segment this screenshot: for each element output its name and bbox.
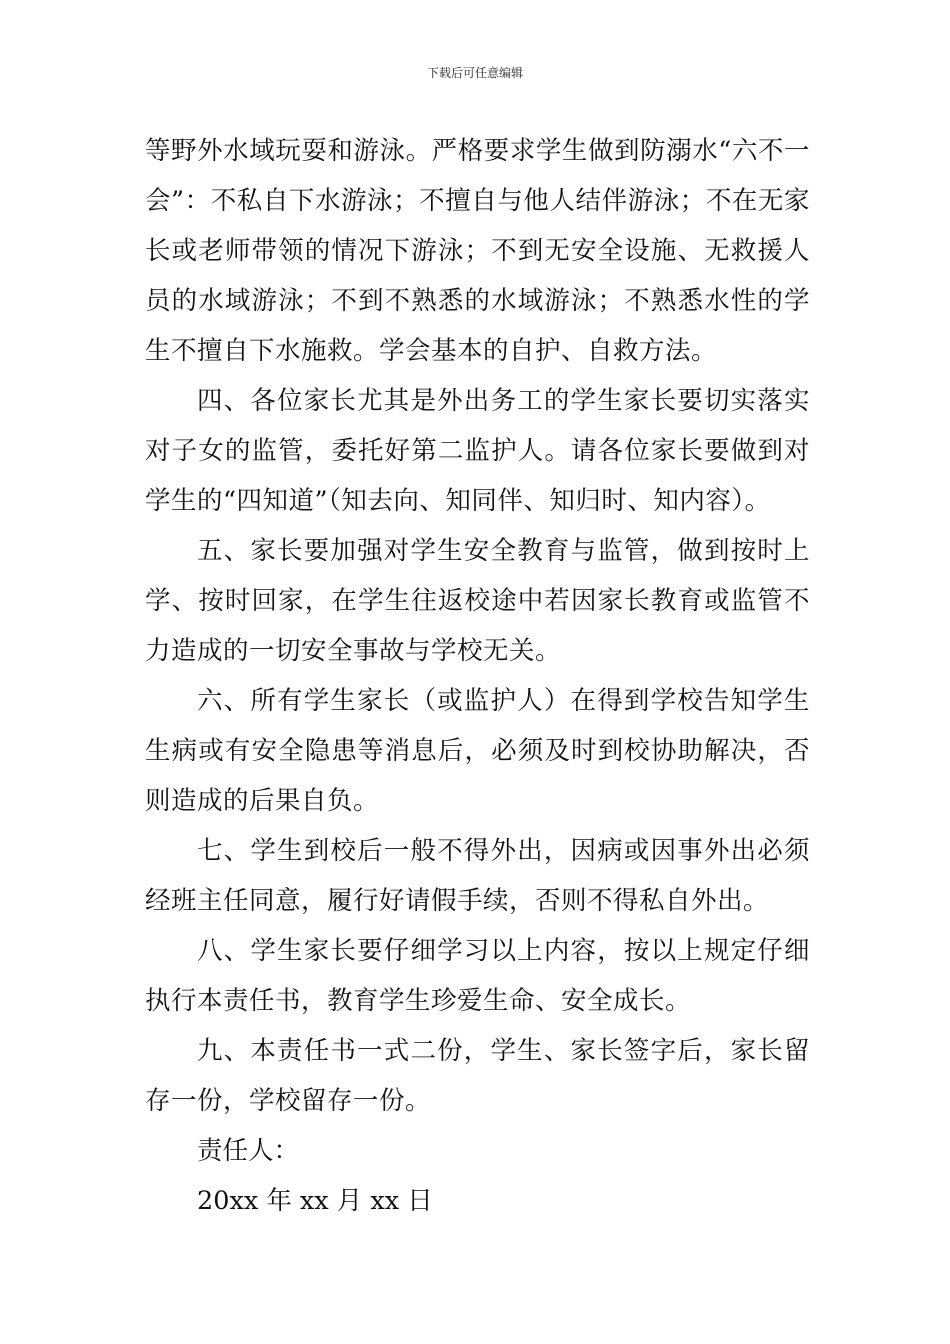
paragraph-continued: 等野外水域玩耍和游泳。严格要求学生做到防溺水“六不一会”：不私自下水游泳；不擅自与他人结伴游泳；不在无家长或老师带领的情况下游泳；不到无安全设施、无救援人员的水域游泳；不到不熟悉的水域游泳；不熟悉水性的学生不擅自下水施救。学会基本的自护、自救方法。 — [145, 136, 810, 366]
paragraph-item-8: 八、学生家长要仔细学习以上内容，按以上规定仔细执行本责任书，教育学生珍爱生命、安全成长。 — [145, 936, 810, 1016]
paragraph-item-9: 九、本责任书一式二份，学生、家长签字后，家长留存一份，学校留存一份。 — [145, 1036, 810, 1116]
paragraph-item-4: 四、各位家长尤其是外出务工的学生家长要切实落实对子女的监管，委托好第二监护人。请各位家长要做到对学生的“四知道”（知去向、知同伴、知归时、知内容）。 — [145, 386, 810, 516]
signature-label: 责任人： — [197, 1136, 300, 1166]
document-body — [145, 126, 810, 1226]
page-header-note: 下载后可任意编辑 — [426, 66, 523, 80]
signature-date: 20xx 年 xx 月 xx 日 — [197, 1186, 433, 1216]
paragraph-item-5: 五、家长要加强对学生安全教育与监管，做到按时上学、按时回家，在学生往返校途中若因家长教育或监管不力造成的一切安全事故与学校无关。 — [145, 536, 810, 666]
paragraph-item-6: 六、所有学生家长（或监护人）在得到学校告知学生生病或有安全隐患等消息后，必须及时到校协助解决，否则造成的后果自负。 — [145, 686, 810, 816]
paragraph-item-7: 七、学生到校后一般不得外出，因病或因事外出必须经班主任同意，履行好请假手续，否则不得私自外出。 — [145, 836, 810, 916]
